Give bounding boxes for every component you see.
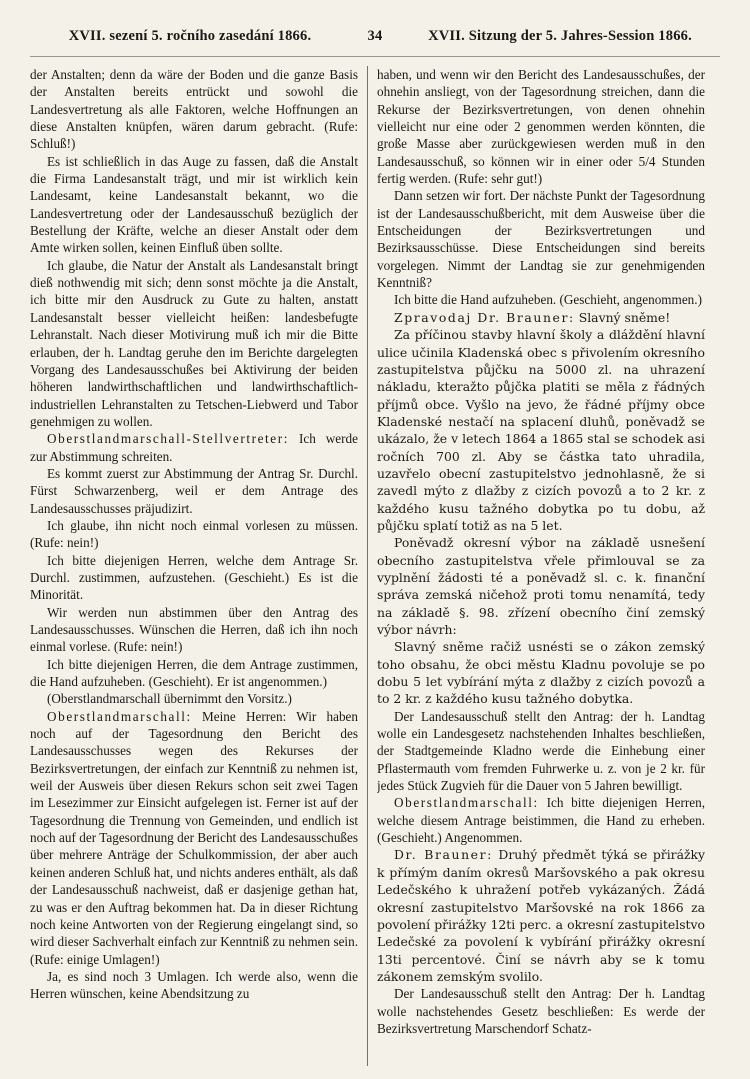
left-column [30,66,358,1066]
paragraph [377,794,705,846]
speech-text: Druhý předmět týká se přirážky k přímým daním okresů Maršovského a pak okresu Ledečského k uhražení potřeb vykázaných. Žádá okresní zastupitelstvo Maršovské na rok 1866 za povolení přirážky 12ti perc. a okresní zastupitelstvo Ledečské za povolení k vybírání přirážky okresní 13ti percentové. Činí se návrh aby se k tomu zákonem zemským svolilo. [377,847,705,984]
paragraph: Slavný sněme račiž usnésti se o zákon zemský toho obsahu, že obci městu Kladnu povoluje se po dobu 5 let vybírání mýta z dlažby z cizích povozů a to 2 kr. z každého kusu tažného dobytka. [377,639,705,707]
paragraph: Dann setzen wir fort. Der nächste Punkt der Tagesordnung ist der Landesausschußbericht, mit dem Ausweise über die Entscheidungen der Bezirksvertretungen und Bezirksausschüsse. Diese Entscheidungen sind bereits vorgelegen. Nimmt der Landtag sie zur genehmigenden Kenntniß? [377,188,705,291]
page-header [30,28,720,57]
speaker-name: Oberstlandmarschall: [47,708,192,724]
paragraph: Ja, es sind noch 3 Umlagen. Ich werde also, wenn die Herren wünschen, keine Abendsitzung zu [30,968,358,1002]
paragraph: der Anstalten; denn da wäre der Boden und die ganze Basis der Anstalten bereits entrückt und sowohl die Landesvertretung als alle Faktoren, welche Hoffnungen an diese Anstalten knüpfen, wären darum gebracht. (Rufe: Schluß!) [30,67,358,152]
speaker-name: Oberstlandmarschall-Stellvertreter: [47,431,290,447]
speech-text: Ich werde zur Abstimmung schreiten. [30,431,358,464]
page-number: 34 [367,28,383,44]
paragraph [30,430,358,465]
speech-text: Meine Herren: Wir haben noch auf der Tagesordnung den Bericht des Landesausschusses wegen des Rekurses der Bezirksvertretungen, der einfach zur Kenntniß zu nehmen ist, weil der Ausweis über diesen Rekurs schon seit zwei Tagen im Lesezimmer zur Einsicht aufgelegen ist. Ferner ist auf der Tagesordnung die Trennung von Gemeinden, und endlich ist noch auf der Tagesordnung der Bericht des Landesausschußes über mehrere Anträge der Schulkommission, der aber auch keinen anderen Schluß hat, und nichts anderes enthält, als daß der Landesausschuß nachweist, daß er dasjenige gethan hat, zu was er den Auftrag bekommen hat. Da in dieser Richtung noch keine Antworten von der Regierung eingelangt sind, so wird dieser Sachverhalt einfach zur Kenntniß zu nehmen sein. (Rufe: einige Umlagen!) [30,708,358,967]
paragraph: Ich bitte diejenigen Herren, welche dem Antrage Sr. Durchl. zustimmen, aufzustehen. (Geschieht.) Es ist die Minorität. [30,552,358,603]
header-german-title: XVII. Sitzung der 5. Jahres-Session 1866. [428,28,692,44]
paragraph: Der Landesausschuß stellt den Antrag: der h. Landtag wolle ein Landesgesetz nachstehenden Inhaltes beschließen, der Stadtgemeinde Kladno werde die Einhebung einer Pflastermauth vom fremden Fuhrwerke u. z. von je 2 kr. für jedes Stück Zugvieh für die Dauer von 5 Jahren bewilligt. [377,708,705,794]
paragraph: Ich glaube, ihn nicht noch einmal vorlesen zu müssen. (Rufe: nein!) [30,517,358,551]
paragraph: Ich bitte die Hand aufzuheben. (Geschieht, angenommen.) [394,292,702,308]
paragraph: (Oberstlandmarschall übernimmt den Vorsitz.) [47,691,292,707]
column-divider [367,66,368,1066]
paragraph: Es kommt zuerst zur Abstimmung der Antrag Sr. Durchl. Fürst Schwarzenberg, weil er dem Antrage des Landesausschusses präjudizirt. [30,465,358,516]
paragraph: Ich glaube, die Natur der Anstalt als Landesanstalt bringt dieß nothwendig mit sich; denn sonst möchte ja die Anstalt, ich bitte mir den Ausdruck zu Gute zu halten, anstatt Landesanstalt besser vielleicht heißen: landesbefugte Lehranstalt. Nach dieser Motivirung muß ich mir die Bitte erlauben, der h. Landtag geruhe den im Berichte dargelegten Vorgang des Landesausschußes bei Aktivirung der beiden höheren landwirthschaftlichen und landwirthschaftlich-industriellen Lehranstalten zu Tetschen-Liebwerd und Tabor genehmigen zu wollen. [30,257,358,429]
paragraph: Poněvadž okresní výbor na základě usnešení obecního zastupitelstva vřele přimlouval se za vyplnění žádosti té a poněvadž sl. c. k. finanční správa zemská ničehož proti tomu nenamítá, tedy na základě §. 98. zřízení obecního činí zemský výbor návrh: [377,535,705,637]
speech-text: Ich bitte diejenigen Herren, welche diesem Antrage beistimmen, die Hand zu erheben. (Geschieht.) Angenommen. [377,795,705,846]
speaker-name: Dr. Brauner: [394,847,493,863]
paragraph: haben, und wenn wir den Bericht des Landesausschußes, der ohnehin ansliegt, von der Tagesordnung streichen, dann die Rekurse der Bezirksvertretungen, von denen ohnehin vielleicht nur eine oder 2 genommen werden könnten, die große Masse aber zurückgewiesen werden muß in den Landesausschuß, so können wir in einer oder 5/4 Stunden fertig werden. (Rufe: sehr gut!) [377,67,705,187]
speech-text: Slavný sněme! [574,309,671,325]
paragraph [30,708,358,968]
paragraph: Za příčinou stavby hlavní školy a dláždění hlavní ulice učinila Kladenská obec s přivolením okresního zastupitelstva půjčku na 5000 zl. na uhrazení nákladu, kteražto půjčka platiti se měla z řádných příjmů obce. Vyšlo na jevo, že řádné příjmy obce Kladenské nestačí na splacení dluhů, poněvadž se ukázalo, že v letech 1864 a 1865 stal se schodek asi ročních 700 zl. Aby se částka tato uhradila, uzavřelo obecní zastupitelstvo jednohlasně, že si zavedl mýto z dlažby z cizích povozů a to 2 kr. z každého kusu tažného dobytka po tu dobu, až půjčku splatí totiž as na 5 let. [377,327,705,533]
paragraph: Der Landesausschuß stellt den Antrag: Der h. Landtag wolle nachstehendes Gesetz beschließen: Es werde der Bezirksvertretung Marschendorf Schatz- [377,986,705,1036]
text-columns [30,66,720,1066]
paragraph [377,309,705,326]
speaker-name: Oberstlandmarschall: [394,795,539,811]
paragraph [377,846,705,985]
paragraph: Es ist schließlich in das Auge zu fassen, daß die Anstalt die Firma Landesanstalt trägt, und mir ist wirklich kein Landesamt, keine Landesanstalt bekannt, wo die Landesvertretung oder der Landesausschuß bezüglich der Bestellung der Kräfte, welche an dieser Anstalt oder dem Amte wirken sollen, keinen Einfluß üben sollte. [30,153,358,256]
paragraph: Wir werden nun abstimmen über den Antrag des Landesausschusses. Wünschen die Herren, daß ich ihn noch einmal vorlese. (Rufe: nein!) [30,604,358,655]
page [30,28,720,1068]
speaker-name: Zpravodaj Dr. Brauner: [394,309,575,325]
right-column [377,66,705,1066]
paragraph: Ich bitte diejenigen Herren, die dem Antrage zustimmen, die Hand aufzuheben. (Geschieht). Er ist angenommen.) [30,656,358,690]
header-czech-title: XVII. sezení 5. ročního zasedání 1866. [68,28,312,44]
